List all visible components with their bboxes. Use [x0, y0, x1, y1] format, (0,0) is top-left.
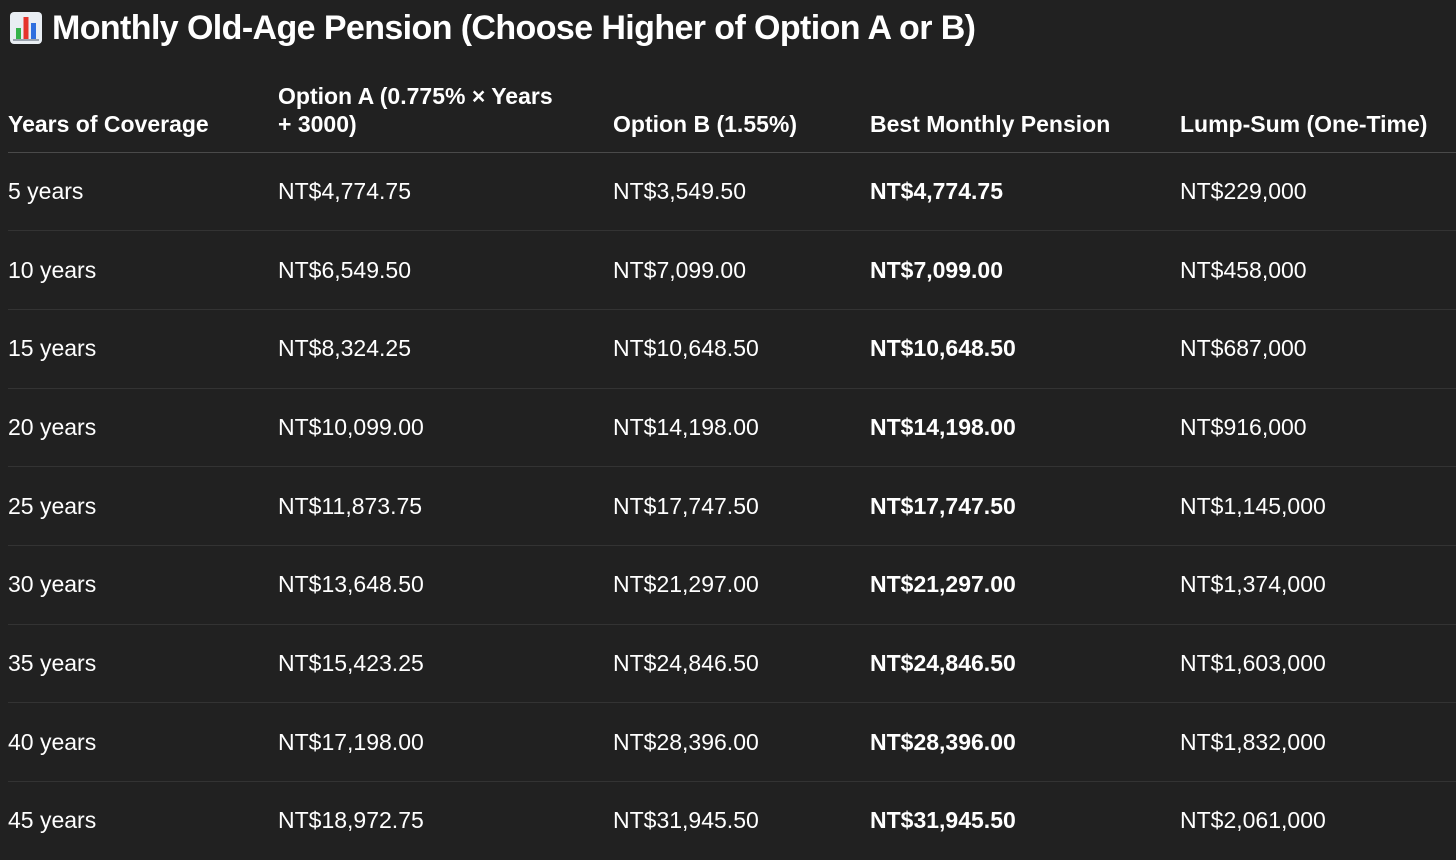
table-row [8, 388, 1456, 467]
years-cell: 35 years [8, 624, 278, 703]
lump-sum-cell: NT$2,061,000 [1180, 807, 1326, 834]
option-a-cell: NT$18,972.75 [278, 807, 424, 834]
option-a-cell: NT$11,873.75 [278, 467, 613, 546]
table-row [8, 545, 1456, 624]
option-b-cell: NT$3,549.50 [613, 152, 870, 231]
column-header-option-b: Option B (1.55%) [613, 70, 870, 152]
years-cell: 10 years [8, 231, 278, 310]
option-a-cell: NT$8,324.25 [278, 309, 613, 388]
table-row [8, 152, 1456, 231]
lump-sum-cell: NT$458,000 [1180, 231, 1456, 310]
lump-sum-cell: NT$1,374,000 [1180, 545, 1456, 624]
years-cell: 20 years [8, 388, 278, 467]
page-title-text: Monthly Old-Age Pension (Choose Higher of Option A or B) [52, 8, 976, 47]
table-row [8, 782, 1456, 860]
table-header-row [8, 70, 1456, 152]
column-header-option-a: Option A (0.775% × Years + 3000) [278, 70, 613, 152]
years-cell: 30 years [8, 545, 278, 624]
best-pension-cell: NT$31,945.50 [870, 807, 1016, 834]
option-a-cell: NT$15,423.25 [278, 624, 613, 703]
column-header-lump-sum: Lump-Sum (One-Time) [1180, 70, 1456, 152]
column-header-years: Years of Coverage [8, 70, 278, 152]
lump-sum-cell: NT$916,000 [1180, 388, 1456, 467]
column-header-best-pension: Best Monthly Pension [870, 70, 1180, 152]
option-b-cell: NT$28,396.00 [613, 703, 870, 782]
page-title [10, 6, 975, 50]
table-row [8, 309, 1456, 388]
best-pension-cell: NT$28,396.00 [870, 703, 1180, 782]
years-cell: 45 years [8, 807, 97, 834]
option-a-cell: NT$10,099.00 [278, 388, 613, 467]
best-pension-cell: NT$10,648.50 [870, 309, 1180, 388]
best-pension-cell: NT$17,747.50 [870, 467, 1180, 546]
best-pension-cell: NT$7,099.00 [870, 231, 1180, 310]
option-b-cell: NT$21,297.00 [613, 545, 870, 624]
years-cell: 5 years [8, 152, 278, 231]
years-cell: 25 years [8, 467, 278, 546]
years-cell: 15 years [8, 309, 278, 388]
option-a-cell: NT$13,648.50 [278, 545, 613, 624]
option-a-cell: NT$4,774.75 [278, 152, 613, 231]
best-pension-cell: NT$14,198.00 [870, 388, 1180, 467]
lump-sum-cell: NT$1,603,000 [1180, 624, 1456, 703]
pension-table [8, 70, 1456, 860]
table-row [8, 703, 1456, 782]
option-b-cell: NT$10,648.50 [613, 309, 870, 388]
option-b-cell: NT$7,099.00 [613, 231, 870, 310]
option-b-cell: NT$31,945.50 [613, 807, 759, 834]
lump-sum-cell: NT$1,832,000 [1180, 703, 1456, 782]
lump-sum-cell: NT$229,000 [1180, 152, 1456, 231]
lump-sum-cell: NT$1,145,000 [1180, 467, 1456, 546]
option-a-cell: NT$6,549.50 [278, 231, 613, 310]
option-b-cell: NT$17,747.50 [613, 467, 870, 546]
bar-chart-icon [10, 12, 42, 44]
option-a-cell: NT$17,198.00 [278, 703, 613, 782]
table-row [8, 624, 1456, 703]
lump-sum-cell: NT$687,000 [1180, 309, 1456, 388]
best-pension-cell: NT$21,297.00 [870, 545, 1180, 624]
years-cell: 40 years [8, 703, 278, 782]
table-row [8, 467, 1456, 546]
option-b-cell: NT$14,198.00 [613, 388, 870, 467]
best-pension-cell: NT$4,774.75 [870, 152, 1180, 231]
best-pension-cell: NT$24,846.50 [870, 624, 1180, 703]
option-b-cell: NT$24,846.50 [613, 624, 870, 703]
table-row [8, 231, 1456, 310]
